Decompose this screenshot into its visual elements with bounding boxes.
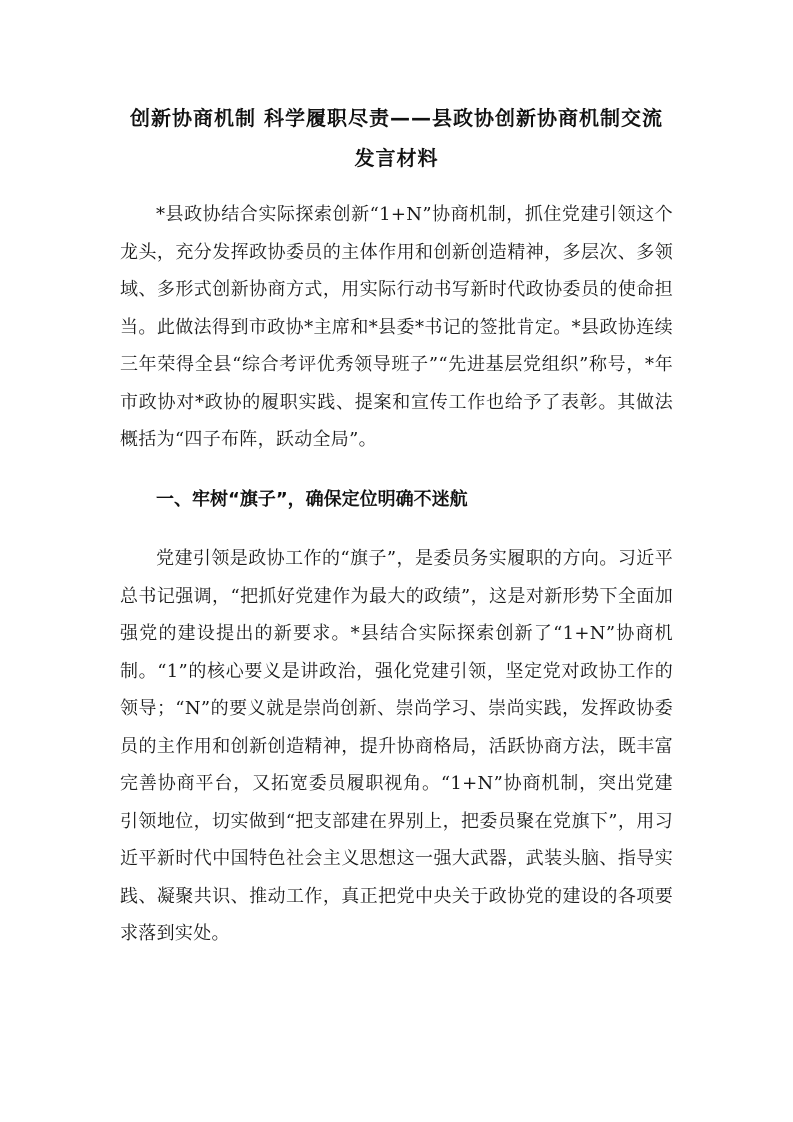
document-title: 创新协商机制 科学履职尽责——县政协创新协商机制交流发言材料 [130,106,663,170]
intro-paragraph: *县政协结合实际探索创新“1+N”协商机制，抓住党建引领这个龙头，充分发挥政协委员的主体作用和创新创造精神，多层次、多领域、多形式创新协商方式，用实际行动书写新时代政协委员的使命担当。此做法得到市政协*主席和*县委*书记的签批肯定。*县政协连续三年荣得全县“综合考评优秀领导班子”“先进基层党组织”称号，*年市政协对*政协的履职实践、提案和宣传工作也给予了表彰。其做法概括为“四子布阵，跃动全局”。 [120,204,673,450]
section-1-paragraph: 党建引领是政协工作的“旗子”，是委员务实履职的方向。习近平总书记强调，“把抓好党建作为最大的政绩”，这是对新形势下全面加强党的建设提出的新要求。*县结合实际探索创新了“1+N”协商机制。“1”的核心要义是讲政治，强化党建引领，坚定党对政协工作的领导；“N”的要义就是崇尚创新、崇尚学习、崇尚实践，发挥政协委员的主作用和创新创造精神，提升协商格局，活跃协商方法，既丰富完善协商平台，又拓宽委员履职视角。“1+N”协商机制，突出党建引领地位，切实做到“把支部建在界别上，把委员聚在党旗下”，用习近平新时代中国特色社会主义思想这一强大武器，武装头脑、指导实践、凝聚共识、推动工作，真正把党中央关于政协党的建设的各项要求落到实处。 [120,548,673,944]
section-1-heading: 一、牢树“旗子”，确保定位明确不迷航 [156,488,468,510]
